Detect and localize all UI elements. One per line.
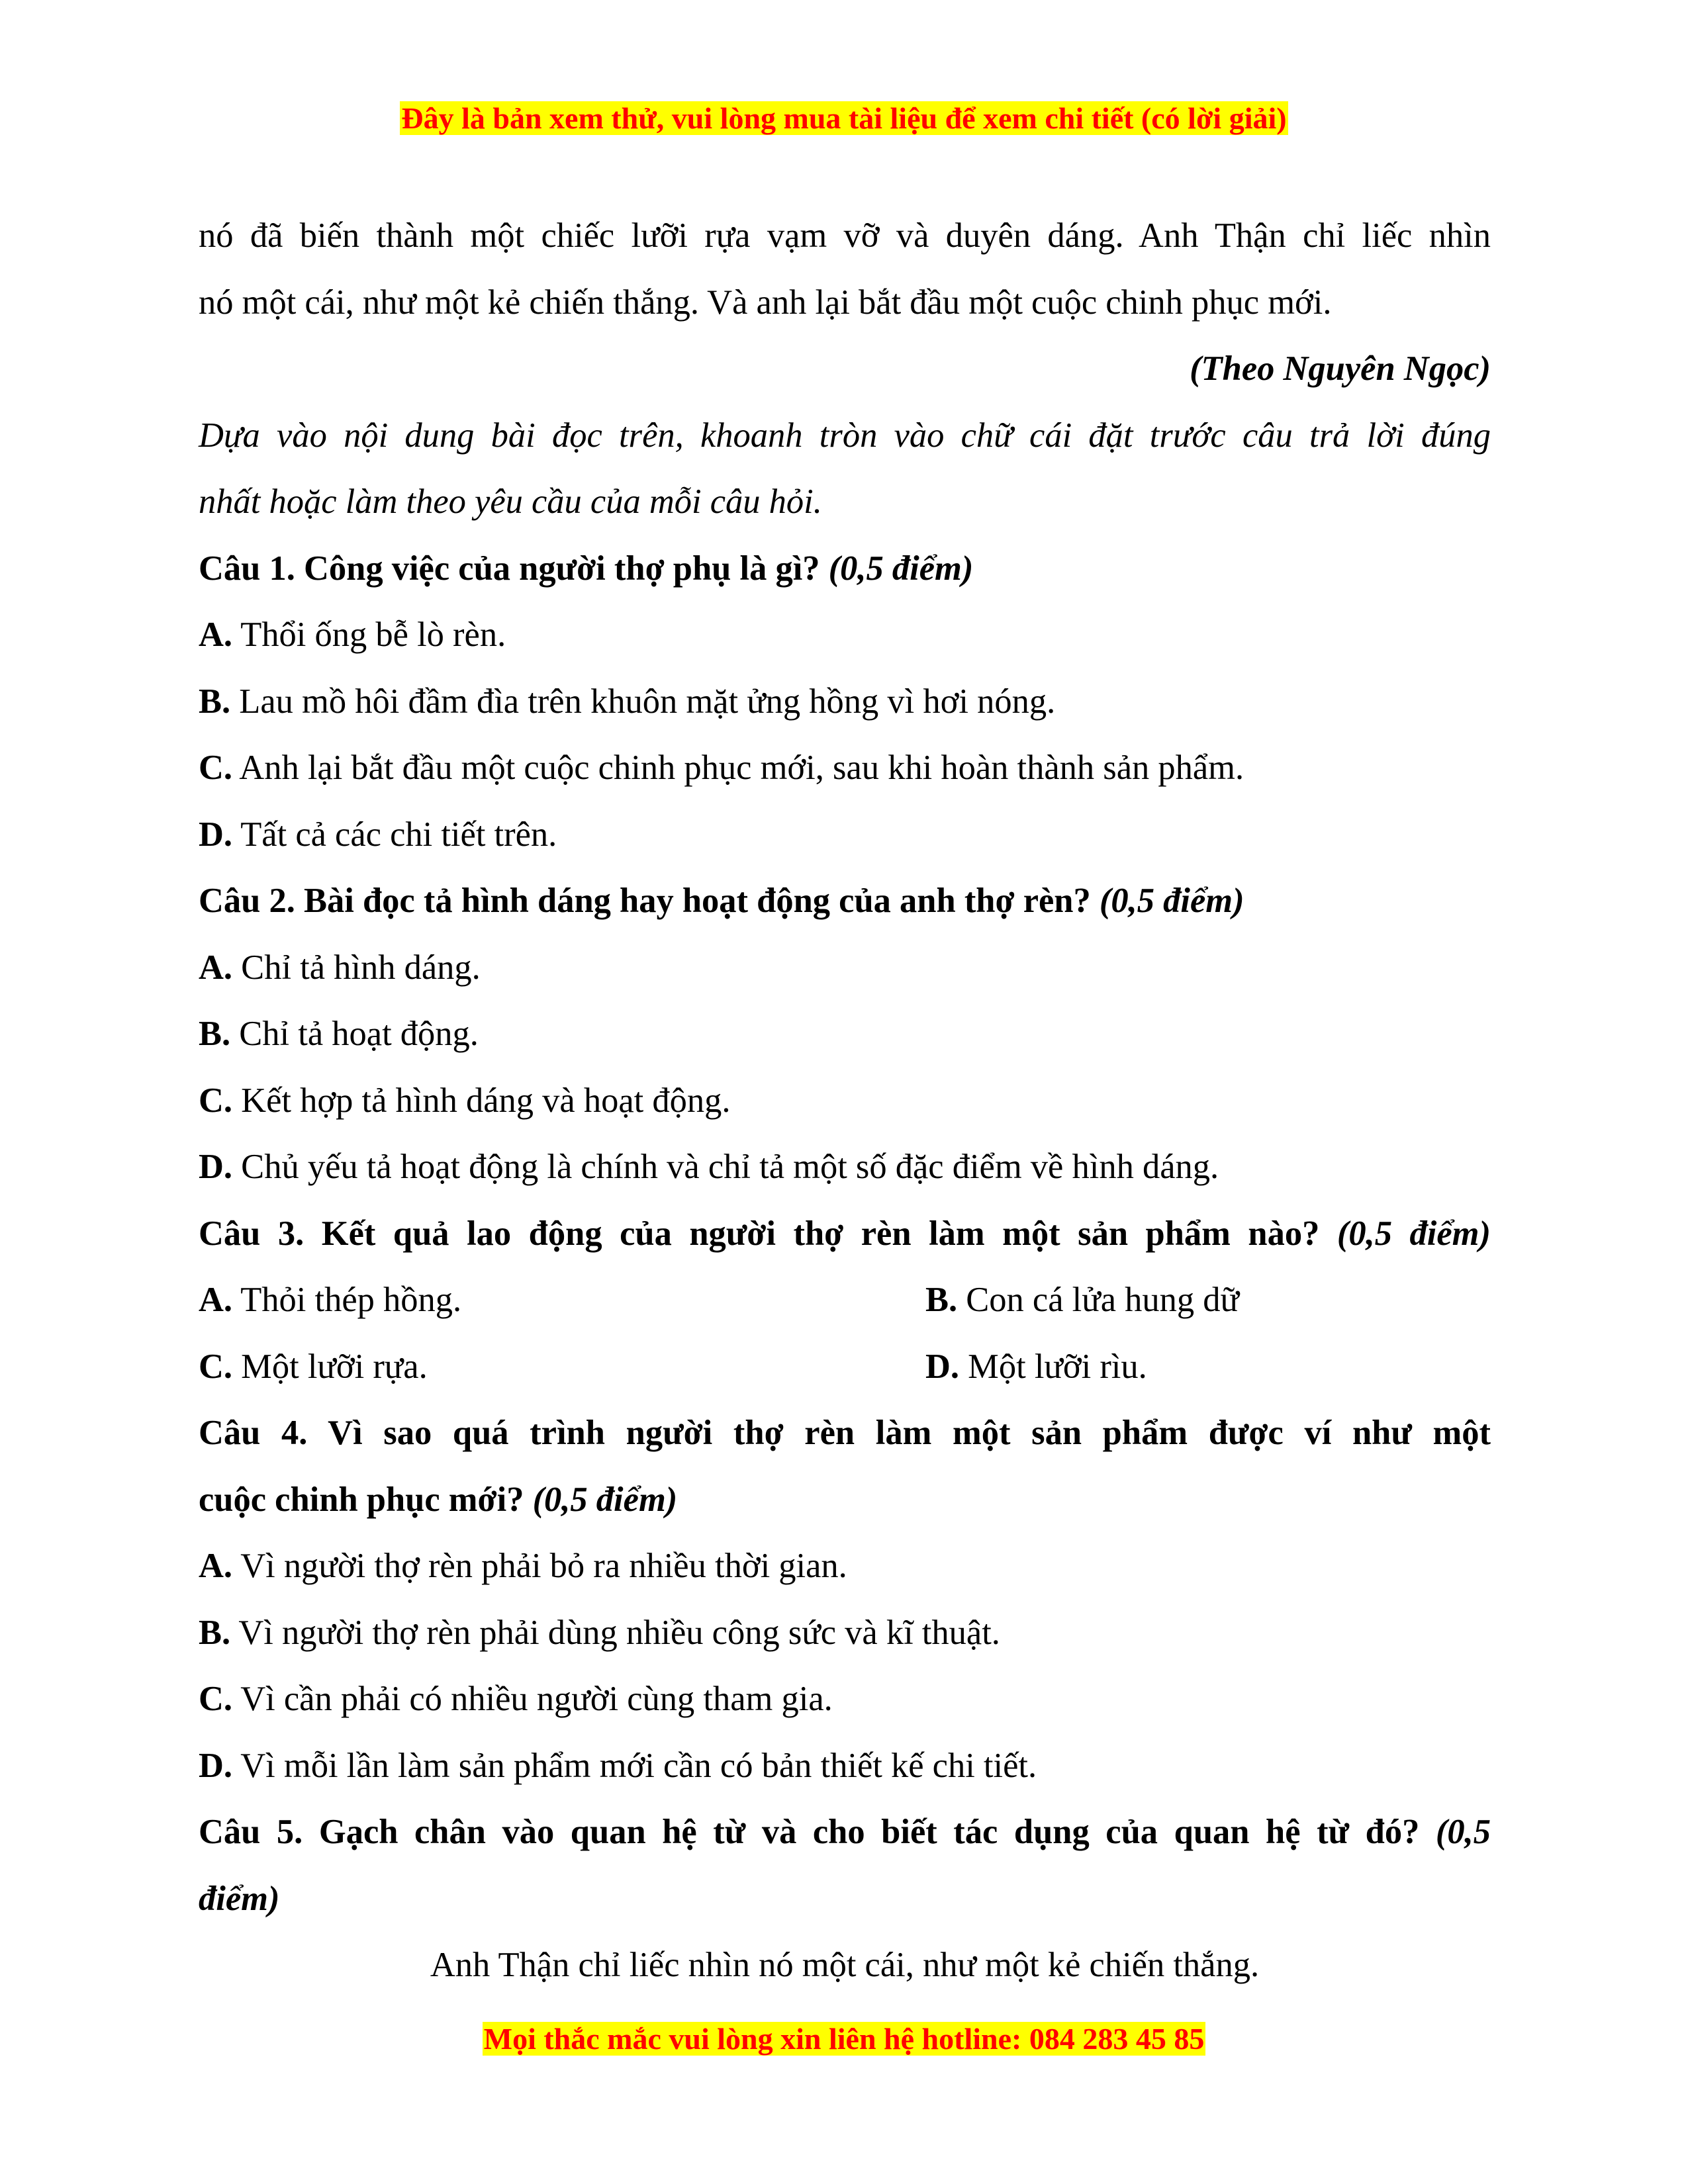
answer-option — [199, 1533, 1491, 1600]
option-letter: B. — [199, 1613, 231, 1652]
option-letter: C. — [199, 1680, 233, 1718]
answer-option — [199, 801, 1491, 868]
example-sentence: Anh Thận chỉ liếc nhìn nó một cái, như một kẻ chiến thắng. — [430, 1946, 1260, 1984]
option-text: Kết hợp tả hình dáng và hoạt động. — [241, 1081, 731, 1120]
answer-option — [199, 1267, 925, 1334]
option-text: Vì người thợ rèn phải bỏ ra nhiều thời gian. — [240, 1547, 847, 1585]
passage-line: nó một cái, như một kẻ chiến thắng. Và anh lại bắt đầu một cuộc chinh phục mới. — [199, 283, 1332, 322]
option-text: Chỉ tả hình dáng. — [241, 948, 481, 987]
question-2 — [199, 868, 1491, 934]
option-text: Vì người thợ rèn phải dùng nhiều công sức và kĩ thuật. — [238, 1613, 1000, 1652]
passage-source: (Theo Nguyên Ngọc) — [1190, 349, 1491, 388]
preview-notice-text: Đây là bản xem thử, vui lòng mua tài liệu để xem chi tiết (có lời giải) — [401, 101, 1287, 135]
instruction-line: Dựa vào nội dung bài đọc trên, khoanh tròn vào chữ cái đặt trước câu trả lời đúng — [199, 416, 1491, 455]
option-letter: B. — [925, 1281, 958, 1319]
question-4: Câu 4. Vì sao quá trình người thợ rèn làm một sản phẩm được ví như một — [199, 1414, 1491, 1452]
option-text: Tất cả các chi tiết trên. — [240, 815, 557, 854]
option-letter: A. — [199, 1281, 233, 1319]
hotline-text: Mọi thắc mắc vui lòng xin liên hệ hotline: 084 283 45 85 — [483, 2022, 1205, 2056]
question-text: Câu 1. Công việc của người thợ phụ là gì? — [199, 549, 820, 588]
answer-option — [925, 1334, 1491, 1400]
option-text: Lau mồ hôi đầm đìa trên khuôn mặt ửng hồng vì hơi nóng. — [239, 682, 1056, 721]
answer-option — [199, 1334, 925, 1400]
question-text: cuộc chinh phục mới? — [199, 1480, 524, 1519]
option-text: Thổi ống bễ lò rèn. — [240, 615, 506, 654]
option-text: Vì mỗi lần làm sản phẩm mới cần có bản thiết kế chi tiết. — [240, 1746, 1037, 1785]
answer-option — [199, 668, 1491, 735]
option-letter: A. — [199, 1547, 233, 1585]
answer-option-row — [199, 1334, 1491, 1400]
question-text: Câu 5. Gạch chân vào quan hệ từ và cho biết tác dụng của quan hệ từ đó? — [199, 1813, 1420, 1851]
answer-option — [199, 1001, 1491, 1068]
answer-option — [199, 602, 1491, 668]
option-letter: D. — [199, 1148, 233, 1186]
option-text: Chủ yếu tả hoạt động là chính và chỉ tả một số đặc điểm về hình dáng. — [241, 1148, 1219, 1186]
option-letter: A. — [199, 948, 233, 987]
option-text: Một lưỡi rựa. — [241, 1347, 428, 1386]
answer-option — [199, 735, 1491, 801]
question-text: Câu 2. Bài đọc tả hình dáng hay hoạt động của anh thợ rèn? — [199, 882, 1091, 920]
question-points-continued: điểm) — [199, 1879, 280, 1918]
answer-option — [925, 1267, 1491, 1334]
option-text: Anh lại bắt đầu một cuộc chinh phục mới, sau khi hoàn thành sản phẩm. — [239, 749, 1244, 787]
question-points: (0,5 điểm) — [1099, 882, 1244, 920]
question-text: Câu 3. Kết quả lao động của người thợ rèn làm một sản phẩm nào? — [199, 1214, 1320, 1253]
option-text: Thỏi thép hồng. — [240, 1281, 462, 1319]
answer-option — [199, 1733, 1491, 1799]
option-letter: B. — [199, 1015, 231, 1053]
answer-option — [199, 1666, 1491, 1733]
option-letter: C. — [199, 1081, 233, 1120]
preview-notice-banner — [0, 99, 1688, 138]
question-5 — [199, 1799, 1491, 1866]
passage-line: nó đã biến thành một chiếc lưỡi rựa vạm vỡ và duyên dáng. Anh Thận chỉ liếc nhìn — [199, 216, 1491, 255]
answer-option — [199, 934, 1491, 1001]
option-letter: C. — [199, 749, 233, 787]
answer-option — [199, 1134, 1491, 1201]
option-text: Chỉ tả hoạt động. — [239, 1015, 479, 1053]
question-points: (0,5 điểm) — [532, 1480, 678, 1519]
option-letter: D. — [199, 1746, 233, 1785]
question-points: (0,5 điểm) — [828, 549, 974, 588]
answer-option-row — [199, 1267, 1491, 1334]
document-body — [199, 203, 1491, 1999]
option-letter: D. — [925, 1347, 960, 1386]
option-text: Con cá lửa hung dữ — [966, 1281, 1239, 1319]
answer-option — [199, 1068, 1491, 1134]
option-letter: A. — [199, 615, 233, 654]
option-letter: B. — [199, 682, 231, 721]
option-text: Một lưỡi rìu. — [968, 1347, 1147, 1386]
option-letter: D. — [199, 815, 233, 854]
question-3 — [199, 1201, 1491, 1267]
answer-option — [199, 1600, 1491, 1666]
question-1 — [199, 535, 1491, 602]
question-points: (0,5 — [1435, 1813, 1491, 1851]
hotline-banner — [0, 2020, 1688, 2058]
question-4-continued — [199, 1467, 1491, 1533]
option-text: Vì cần phải có nhiều người cùng tham gia. — [240, 1680, 833, 1718]
instruction-line: nhất hoặc làm theo yêu cầu của mỗi câu hỏi. — [199, 482, 822, 521]
option-letter: C. — [199, 1347, 233, 1386]
question-points: (0,5 điểm) — [1336, 1214, 1491, 1253]
